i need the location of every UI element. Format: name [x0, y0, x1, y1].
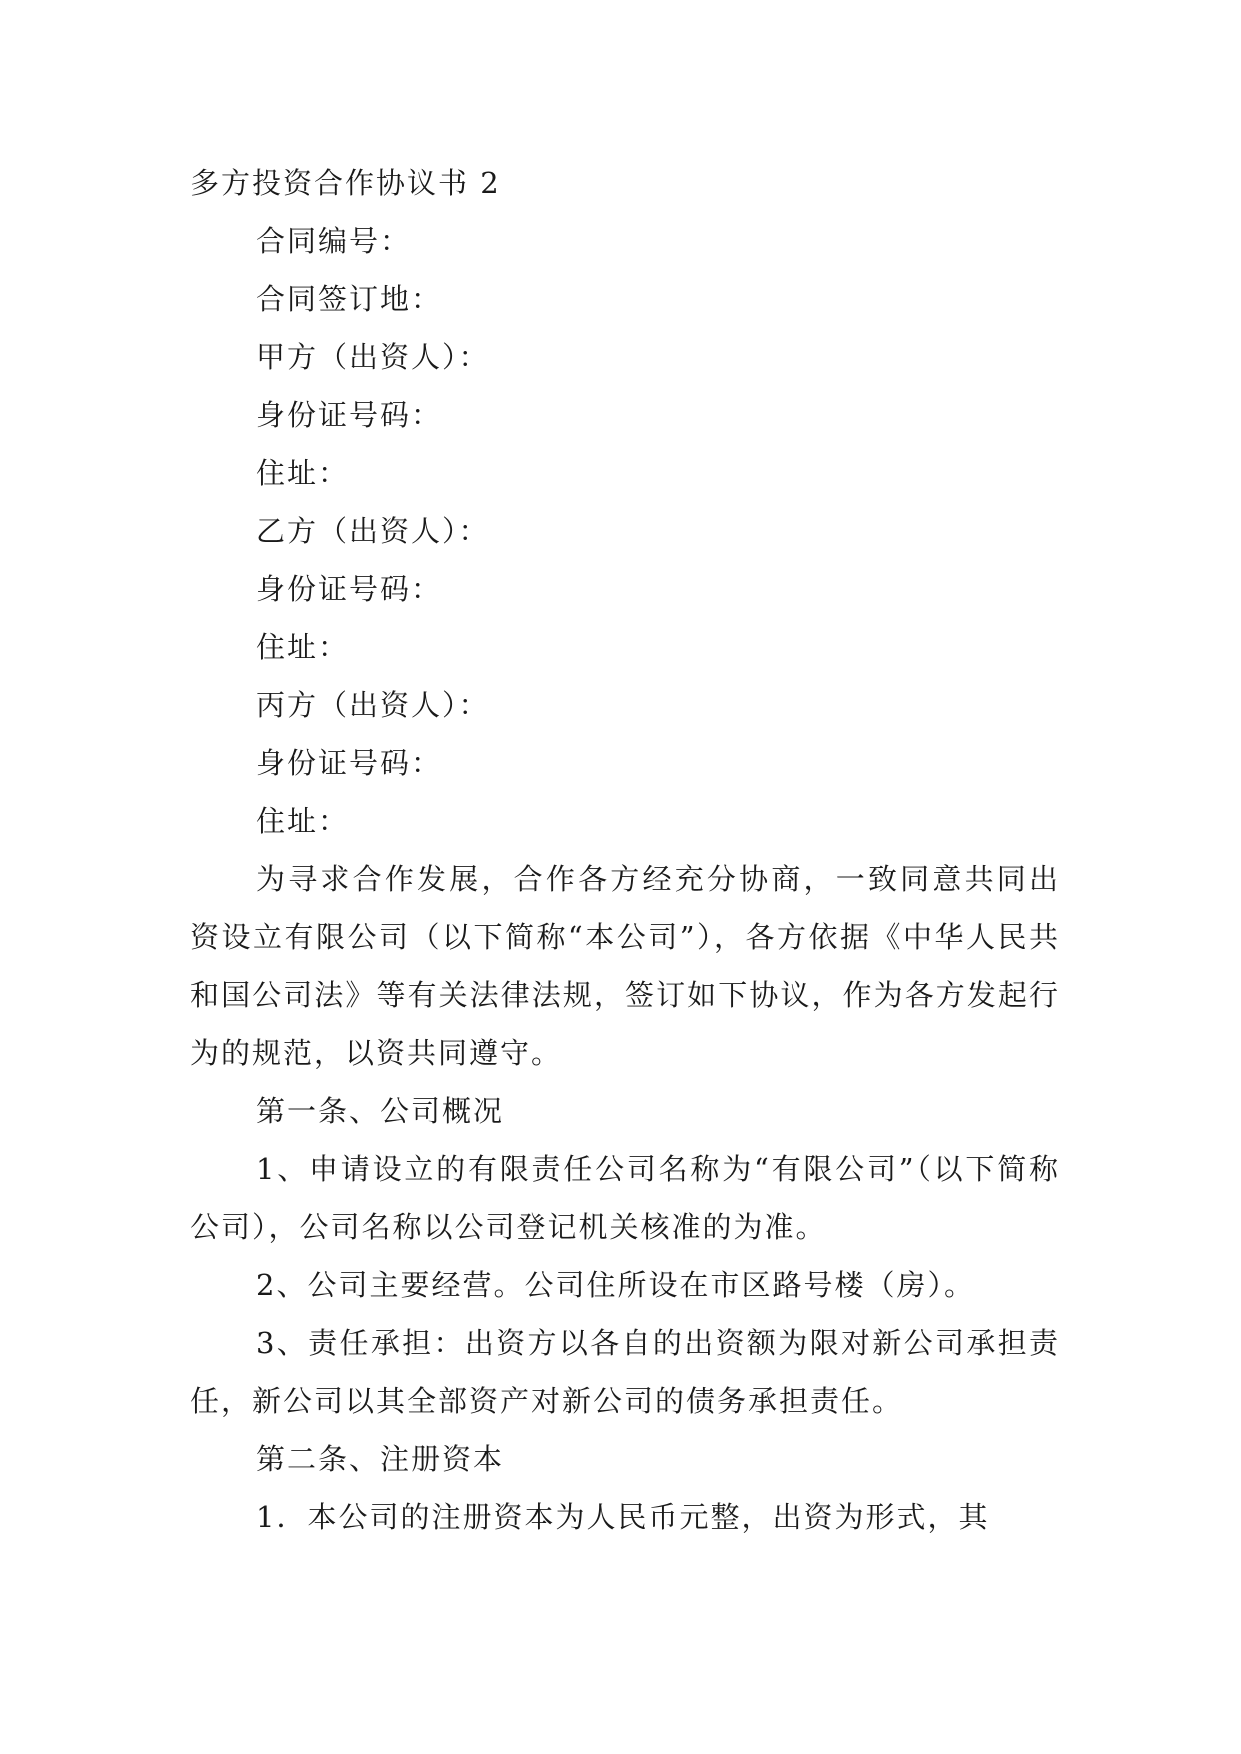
document-title: 多方投资合作协议书 2: [190, 166, 501, 200]
party-b-field: 乙方（出资人）：: [256, 514, 490, 548]
signing-place-field: 合同签订地：: [256, 282, 443, 316]
party-c-id-field: 身份证号码：: [256, 746, 443, 780]
article-1-item-2: 2、公司主要经营。公司住所设在市区路号楼（房）。: [256, 1268, 975, 1302]
article-1-item-3: 3、责任承担：出资方以各自的出资额为限对新公司承担责任，新公司以其全部资产对新公司的债务承担责任。: [190, 1326, 1060, 1418]
contract-number-field: 合同编号：: [256, 224, 412, 258]
article-1-heading: 第一条、公司概况: [256, 1094, 505, 1128]
party-c-address-field: 住址：: [256, 804, 350, 838]
preamble-paragraph: 为寻求合作发展，合作各方经充分协商，一致同意共同出资设立有限公司（以下简称“本公司”），各方依据《中华人民共和国公司法》等有关法律法规，签订如下协议，作为各方发起行为的规范，以资共同遵守。: [190, 862, 1060, 1070]
article-2-item-1: 1．本公司的注册资本为人民币元整，出资为形式，其: [256, 1500, 990, 1534]
party-a-id-field: 身份证号码：: [256, 398, 443, 432]
article-1-item-1: 1、申请设立的有限责任公司名称为“有限公司”（以下简称公司），公司名称以公司登记机关核准的为准。: [190, 1152, 1060, 1244]
party-a-field: 甲方（出资人）：: [256, 340, 490, 374]
document-body: [190, 154, 1060, 1546]
party-b-address-field: 住址：: [256, 630, 350, 664]
article-2-heading: 第二条、注册资本: [256, 1442, 505, 1476]
party-a-address-field: 住址：: [256, 456, 350, 490]
party-c-field: 丙方（出资人）：: [256, 688, 490, 722]
party-b-id-field: 身份证号码：: [256, 572, 443, 606]
